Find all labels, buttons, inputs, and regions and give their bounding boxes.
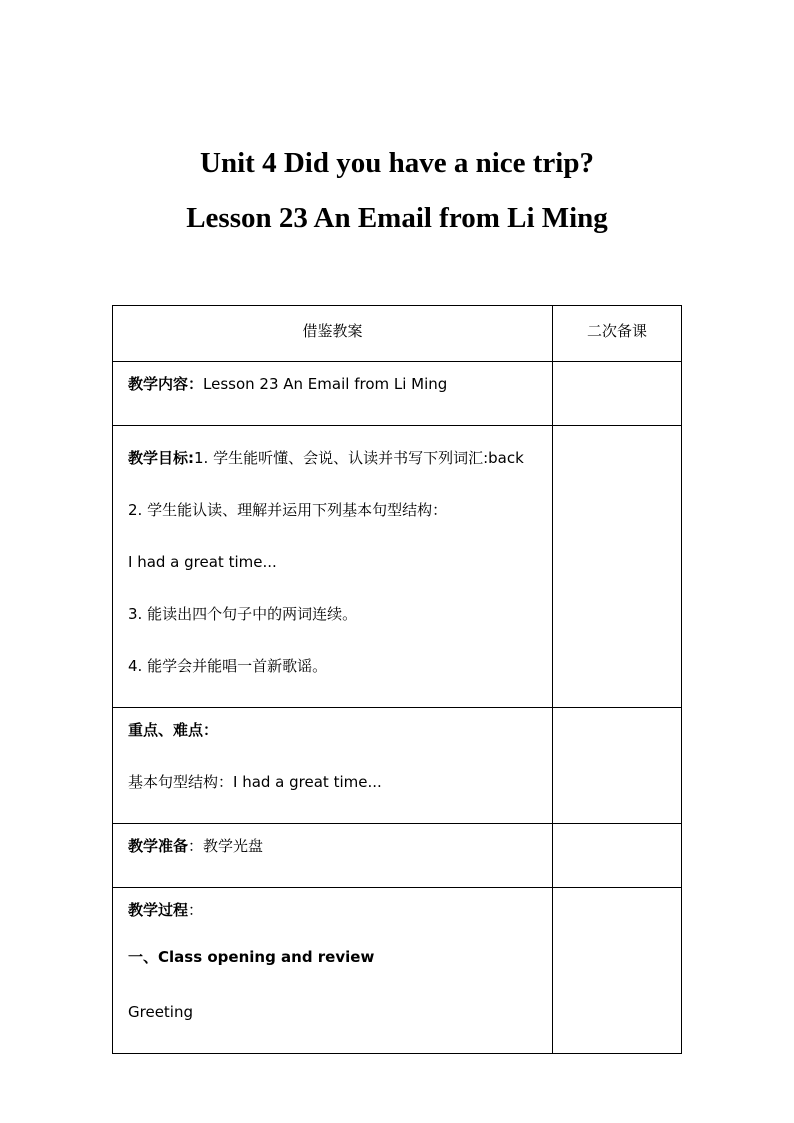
table-row-preparation: [113, 824, 682, 888]
goals-line-4: 3. 能读出四个句子中的两词连续。: [128, 605, 358, 623]
preparation-cell: [113, 824, 553, 888]
preparation-value: ：教学光盘: [188, 837, 264, 855]
process-notes-cell: [553, 888, 682, 1054]
process-section: [128, 946, 552, 1001]
header-right-cell: 二次备课: [553, 306, 682, 362]
content-cell: [113, 362, 553, 426]
process-cell: [113, 888, 553, 1054]
content-label: 教学内容：: [128, 375, 204, 393]
process-item: Greeting: [128, 1003, 193, 1021]
preparation-label: 教学准备: [128, 837, 189, 855]
content-value: Lesson 23 An Email from Li Ming: [203, 375, 448, 393]
process-colon: ：: [188, 901, 204, 919]
goals-cell: [113, 426, 553, 708]
header-left-cell: 借鉴教案: [113, 306, 553, 362]
goals-label: 教学目标:: [128, 449, 194, 467]
content-line: [128, 362, 552, 425]
key-points-cell: [113, 708, 553, 824]
key-points-value: 基本句型结构：I had a great time...: [128, 773, 382, 791]
key-points-notes-cell: [553, 708, 682, 824]
key-points-heading: [128, 708, 552, 771]
document-subtitle: Lesson 23 An Email from Li Ming: [186, 202, 608, 234]
document-title: Unit 4 Did you have a nice trip?: [200, 147, 594, 179]
table-row-goals: [113, 426, 682, 708]
table-row-process: [113, 888, 682, 1054]
table-row-content: [113, 362, 682, 426]
preparation-line: [128, 824, 552, 887]
lesson-plan-table: [112, 305, 682, 1054]
content-notes-cell: [553, 362, 682, 426]
table-header-row: [113, 306, 682, 362]
goals-line-1: [128, 426, 552, 499]
goals-line-2: 2. 学生能认读、理解并运用下列基本句型结构：: [128, 501, 448, 519]
process-label: 教学过程: [128, 901, 189, 919]
preparation-notes-cell: [553, 824, 682, 888]
goals-line-3: I had a great time...: [128, 553, 277, 571]
process-heading: [128, 888, 552, 946]
goals-text-1: 1. 学生能听懂、会说、认读并书写下列词汇:back: [194, 449, 524, 467]
goals-line-5: 4. 能学会并能唱一首新歌谣。: [128, 657, 328, 675]
process-section-label: 一、Class opening and review: [128, 948, 375, 966]
goals-notes-cell: [553, 426, 682, 708]
key-points-label: 重点、难点：: [128, 721, 219, 739]
table-row-key-points: [113, 708, 682, 824]
